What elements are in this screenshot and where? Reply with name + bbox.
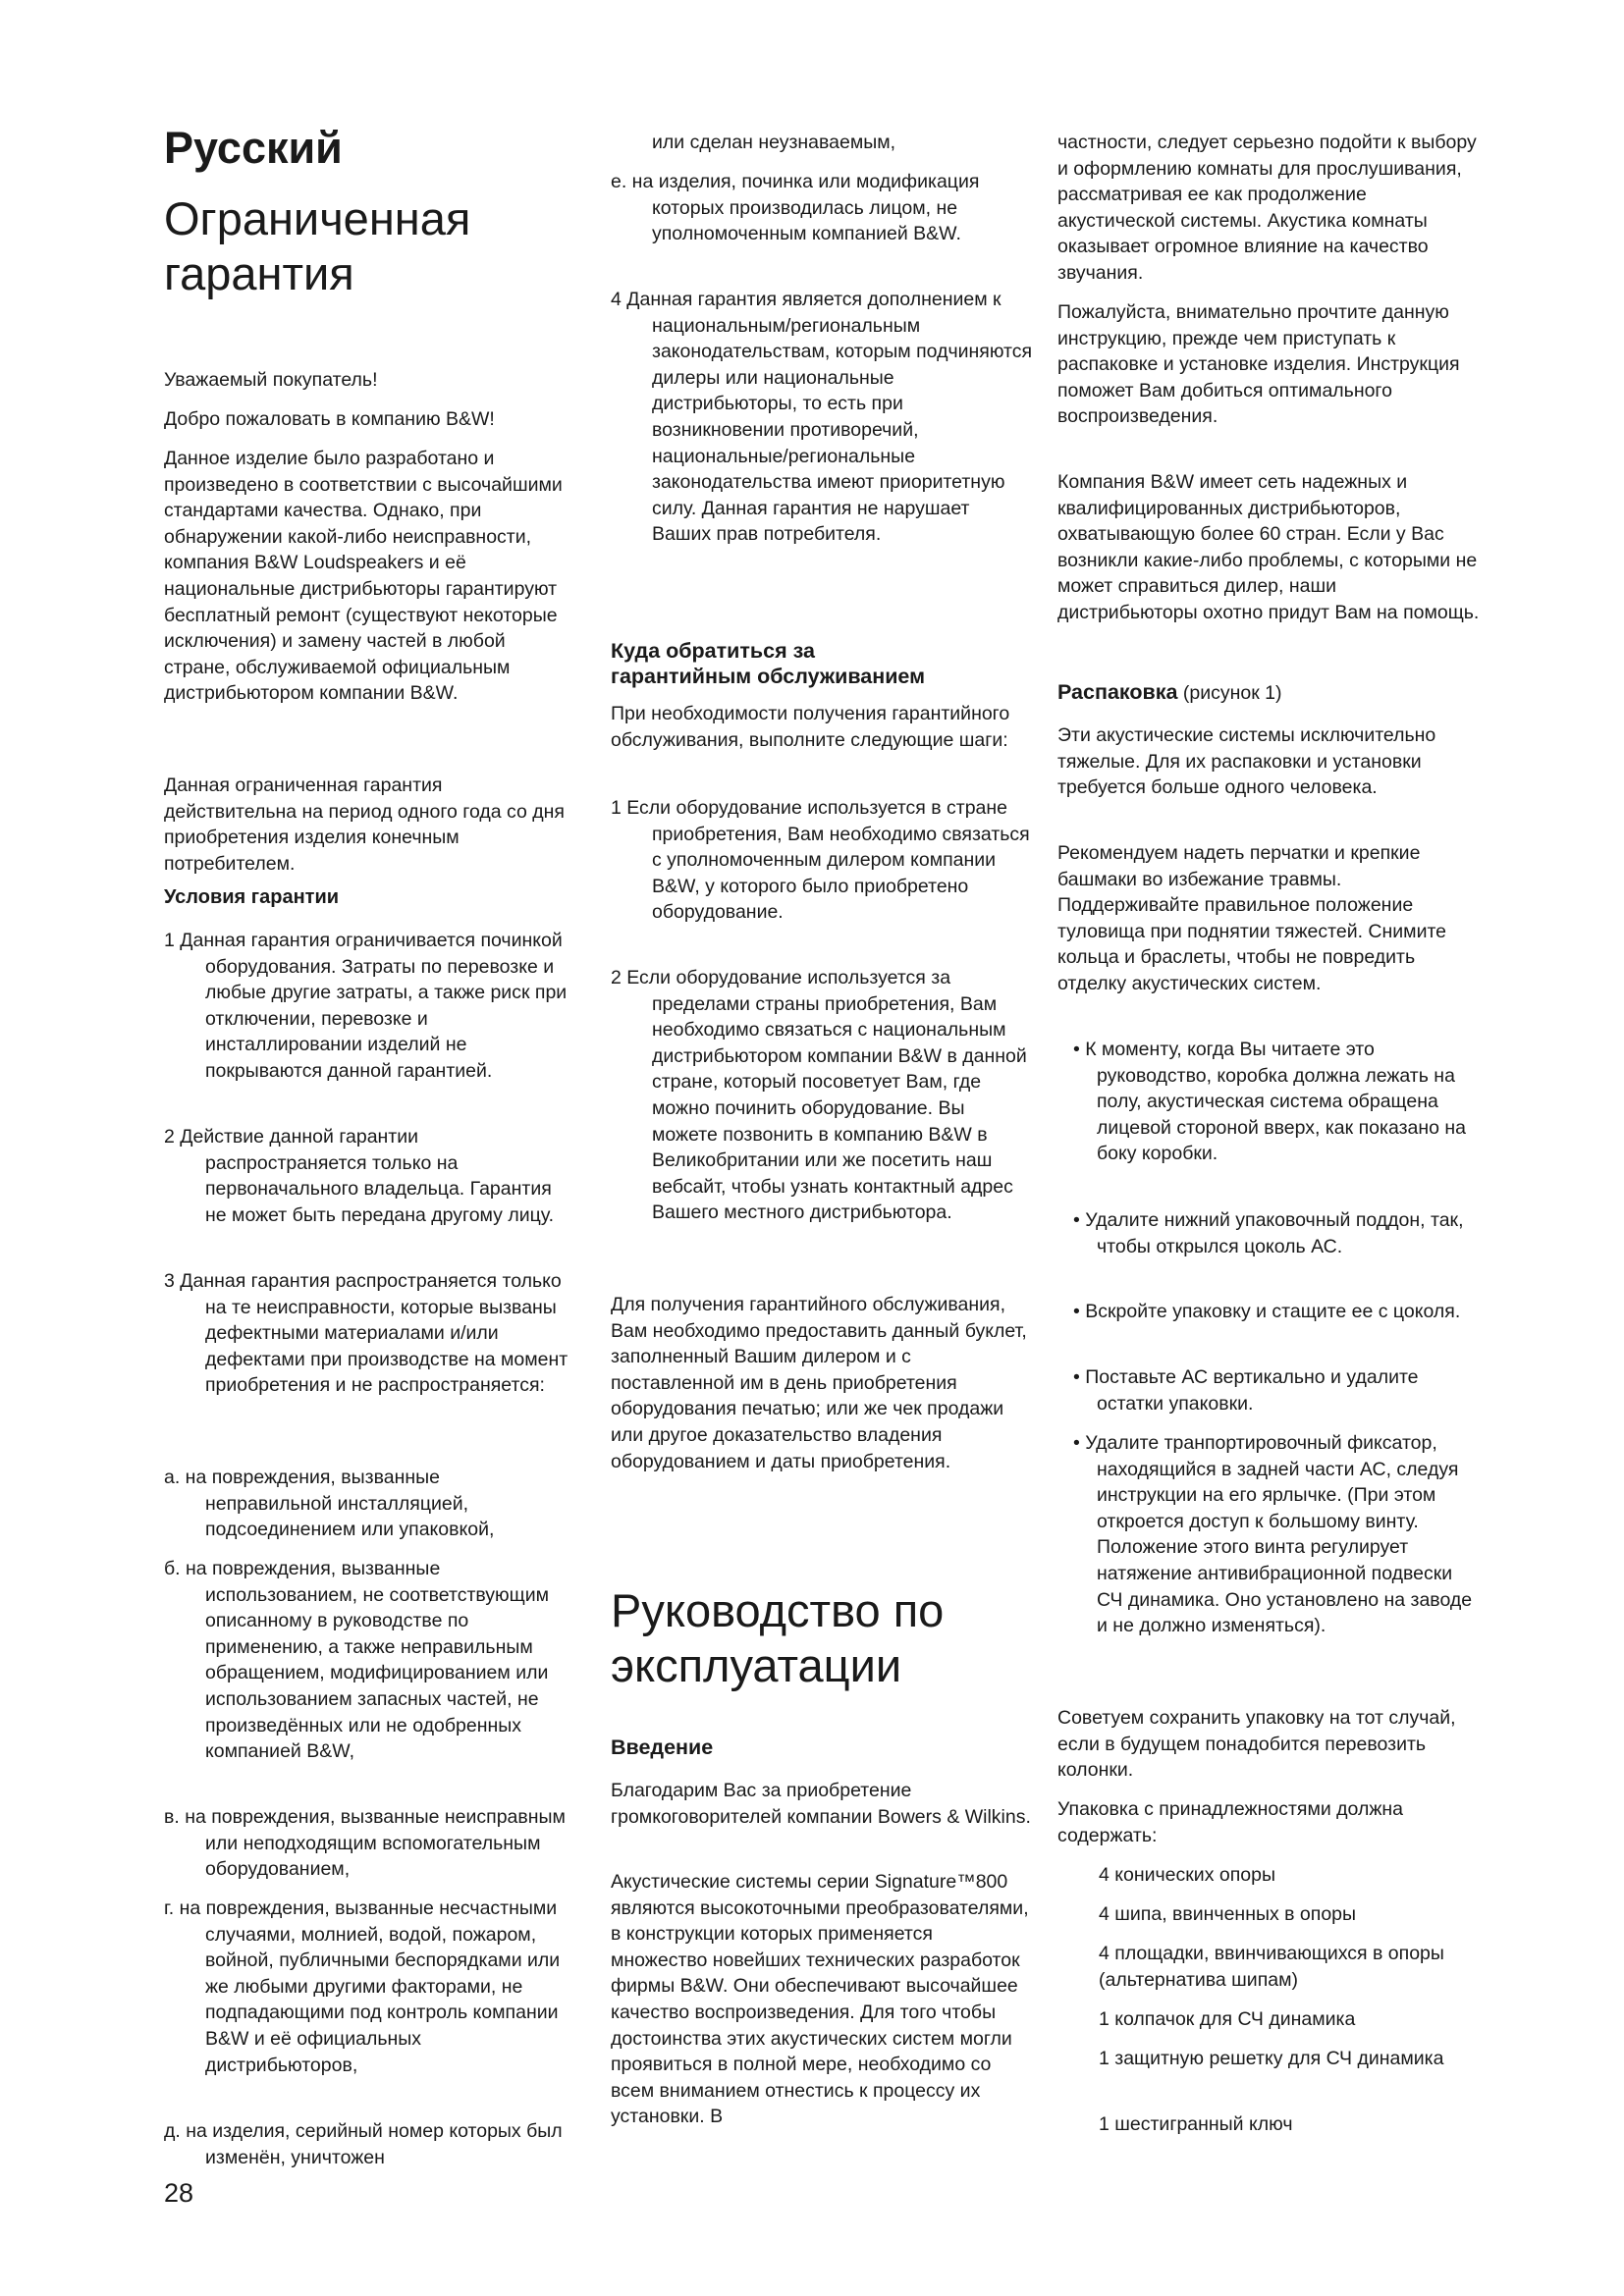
contents-item-4-text: 1 колпачок для СЧ динамика (1099, 2008, 1356, 2030)
intro-paragraph: Данное изделие было разработано и произведено в соответствии с высочайшими стандартами качества. Однако, при обнаружении какой-либо неисправности, компания B&W Loudspeakers и её национальные дистрибьюторы гарантируют бесплатный ремонт (существуют некоторые исключения) и замену частей в любой стране, обслуживаемой официальным дистрибьютором компании B&W. (164, 448, 563, 705)
contents-item-2 (1057, 1901, 1480, 1928)
intro-heading: Введение (611, 1735, 714, 1759)
exclusion-b-text: б. на повреждения, вызванные использованием, не соответствующим описанному в руководстве по применению, а также неправильным обращением, модифицированием или использованием запасных частей, не произведённых или не одобренных компанией B&W, (164, 1558, 550, 1763)
exclusion-a-text: а. на повреждения, вызванные неправильной инсталляцией, подсоединением или упаковкой, (164, 1467, 495, 1541)
page-number: 28 (164, 2178, 194, 2208)
greeting: Уважаемый покупатель! (164, 369, 378, 391)
condition-3 (164, 1268, 571, 1399)
unpack-bullet-3-text: • Вскройте упаковку и стащите ее с цоколя. (1073, 1301, 1461, 1322)
unpack-bullet-3 (1057, 1299, 1480, 1325)
exclusion-v-text: в. на повреждения, вызванные неисправным или неподходящим вспомогательным оборудованием, (164, 1806, 566, 1881)
conditions-heading: Условия гарантии (164, 886, 340, 908)
condition-4-text: 4 Данная гарантия является дополнением к национальным/региональным законодательствам, которым подчиняются дилеры или национальные дистрибьюторы, то есть при возникновении противоречий, национальные/региональные законодательства имеют приоритетную силу. Данная гарантия не нарушает Ваших прав потребителя. (611, 289, 1033, 546)
warranty-title (164, 191, 571, 301)
unpack-bullet-2 (1057, 1207, 1480, 1259)
unpack-bullet-1 (1057, 1037, 1480, 1167)
contents-item-6-text: 1 шестигранный ключ (1099, 2113, 1293, 2135)
manual-title (611, 1583, 1033, 1693)
service-step-2-text: 2 Если оборудование используется за пределами страны приобретения, Вам необходимо связаться с национальным дистрибьютором компании B&W в данной стране, который посоветует Вам, где можно починить оборудование. Вы можете позвонить в компанию B&W в Великобритании или же посетить наш вебсайт, чтобы узнать контактный адрес Вашего местного дистрибьютора. (611, 967, 1027, 1224)
condition-4 (611, 287, 1033, 548)
service-heading (611, 638, 1033, 689)
thanks-paragraph: Благодарим Вас за приобретение громкоговорителей компании Bowers & Wilkins. (611, 1780, 1031, 1828)
contents-item-5 (1057, 2046, 1480, 2072)
exclusion-d-continued (611, 130, 1033, 156)
contents-item-2-text: 4 шипа, ввинченных в опоры (1099, 1903, 1357, 1925)
keep-packaging: Советуем сохранить упаковку на тот случай, если в будущем понадобится перевозить колонки. (1057, 1707, 1456, 1782)
condition-1-text: 1 Данная гарантия ограничивается починкой оборудования. Затраты по перевозке и любые другие затраты, а также риск при отключении, перевозке и инсталлировании изделий не покрываются данной гарантией. (164, 930, 568, 1082)
manual-title-line2: эксплуатации (611, 1639, 902, 1691)
exclusion-v (164, 1804, 571, 1883)
service-heading-line2: гарантийным обслуживанием (611, 665, 925, 688)
condition-2 (164, 1124, 571, 1228)
condition-1 (164, 928, 571, 1085)
service-intro: При необходимости получения гарантийного обслуживания, выполните следующие шаги: (611, 703, 1010, 751)
unpack-heading (1057, 679, 1480, 707)
gloves-paragraph: Рекомендуем надеть перчатки и крепкие башмаки во избежание травмы. Поддерживайте правильное положение туловища при поднятии тяжестей. Снимите кольца и браслеты, чтобы не повредить отделку акустических систем. (1057, 842, 1447, 994)
exclusion-a (164, 1465, 571, 1543)
unpack-bullet-4-text: • Поставьте АС вертикально и удалите остатки упаковки. (1073, 1366, 1419, 1415)
warranty-title-line2: гарантия (164, 247, 354, 299)
contents-item-5-text: 1 защитную решетку для СЧ динамика (1099, 2048, 1444, 2069)
warranty-title-line1: Ограниченная (164, 192, 471, 244)
service-step-2 (611, 965, 1033, 1226)
exclusion-e (611, 169, 1033, 247)
manual-title-line1: Руководство по (611, 1584, 945, 1636)
unpack-figure-ref: (рисунок 1) (1182, 682, 1282, 704)
series-paragraph: Акустические системы серии Signature™800 являются высокоточными преобразователями, в конструкции которых применяется множество новейших технических разработок фирмы B&W. Они обеспечивают высочайшее качество воспроизведения. Для того чтобы достоинства этих акустических систем могли проявиться в полной мере, необходимо со всем вниманием отнестись к процессу их установки. В (611, 1871, 1029, 2128)
contents-item-1-text: 4 конических опоры (1099, 1864, 1275, 1886)
unpack-bullet-5-text: • Удалите транпортировочный фиксатор, находящийся в задней части АС, следуя инструкции на его ярлычке. (При этом откроется доступ к большому винту. Положение этого винта регулирует натяжение антивибрационной подвески СЧ динамика. Оно установлено на заводе и не должно изменяться). (1073, 1432, 1473, 1637)
unpack-heading-title: Распаковка (1057, 680, 1178, 704)
exclusion-d-text: д. на изделия, серийный номер которых был изменён, уничтожен (164, 2120, 563, 2168)
contents-item-6 (1057, 2111, 1480, 2138)
unpack-bullet-5 (1057, 1430, 1480, 1639)
exclusion-d (164, 2118, 571, 2170)
condition-3-text: 3 Данная гарантия распространяется только на те неисправности, которые вызваны дефектными материалами и/или дефектами при производстве на момент приобретения и не распространяется: (164, 1270, 568, 1397)
service-booklet: Для получения гарантийного обслуживания, Вам необходимо предоставить данный буклет, заполненный Вашим дилером и с поставленной им в день приобретения оборудования печатью; или же чек продажи или другое доказательство владения оборудованием и даты приобретения. (611, 1294, 1027, 1472)
contents-item-4 (1057, 2006, 1480, 2033)
service-step-1 (611, 795, 1033, 926)
series-paragraph-continued: частности, следует серьезно подойти к выбору и оформлению комнаты для прослушивания, рассматривая ее как продолжение акустической системы. Акустика комнаты оказывает огромное влияние на качество звучания. (1057, 132, 1477, 284)
exclusion-e-text: е. на изделия, починка или модификация которых производилась лицом, не уполномоченным компанией B&W. (611, 171, 980, 245)
exclusion-d-continued-text: или сделан неузнаваемым, (652, 132, 896, 153)
condition-2-text: 2 Действие данной гарантии распространяется только на первоначального владельца. Гарантия не может быть передана другому лицу. (164, 1126, 554, 1226)
contents-item-1 (1057, 1862, 1480, 1889)
contents-item-3-text: 4 площадки, ввинчивающихся в опоры (альтернатива шипам) (1099, 1943, 1444, 1991)
language-heading: Русский (164, 123, 343, 173)
service-step-1-text: 1 Если оборудование используется в стране приобретения, Вам необходимо связаться с уполномоченным дилером компании B&W, у которого было приобретено оборудование. (611, 797, 1030, 924)
exclusion-g-text: г. на повреждения, вызванные несчастными случаями, молнией, водой, пожаром, войной, публичными беспорядками или же любыми другими факторами, не подпадающими под контроль компании B&W и её официальных дистрибьюторов, (164, 1897, 561, 2076)
distributor-network: Компания B&W имеет сеть надежных и квалифицированных дистрибьюторов, охватывающую более 60 стран. Если у Вас возникли какие-либо проблемы, с которыми не может справиться дилер, наши дистрибьюторы охотно придут Вам на помощь. (1057, 471, 1480, 623)
unpack-intro: Эти акустические системы исключительно тяжелые. Для их распаковки и установки требуется больше одного человека. (1057, 724, 1436, 799)
unpack-bullet-4 (1057, 1364, 1480, 1416)
read-instructions: Пожалуйста, внимательно прочтите данную инструкцию, прежде чем приступать к распаковке и установке изделия. Инструкция поможет Вам добиться оптимального воспроизведения. (1057, 301, 1460, 428)
welcome: Добро пожаловать в компанию B&W! (164, 408, 495, 430)
contents-item-3 (1057, 1941, 1480, 1993)
service-heading-line1: Куда обратиться за (611, 639, 815, 663)
unpack-bullet-2-text: • Удалите нижний упаковочный поддон, так, чтобы открылся цоколь АС. (1073, 1209, 1464, 1257)
exclusion-b (164, 1556, 571, 1765)
unpack-bullet-1-text: • К моменту, когда Вы читаете это руководство, коробка должна лежать на полу, акустическая система обращена лицевой стороной вверх, как показано на боку коробки. (1073, 1039, 1467, 1165)
exclusion-g (164, 1896, 571, 2078)
contents-intro: Упаковка с принадлежностями должна содержать: (1057, 1798, 1403, 1846)
period-paragraph: Данная ограниченная гарантия действительна на период одного года со дня приобретения изделия конечным потребителем. (164, 774, 565, 875)
